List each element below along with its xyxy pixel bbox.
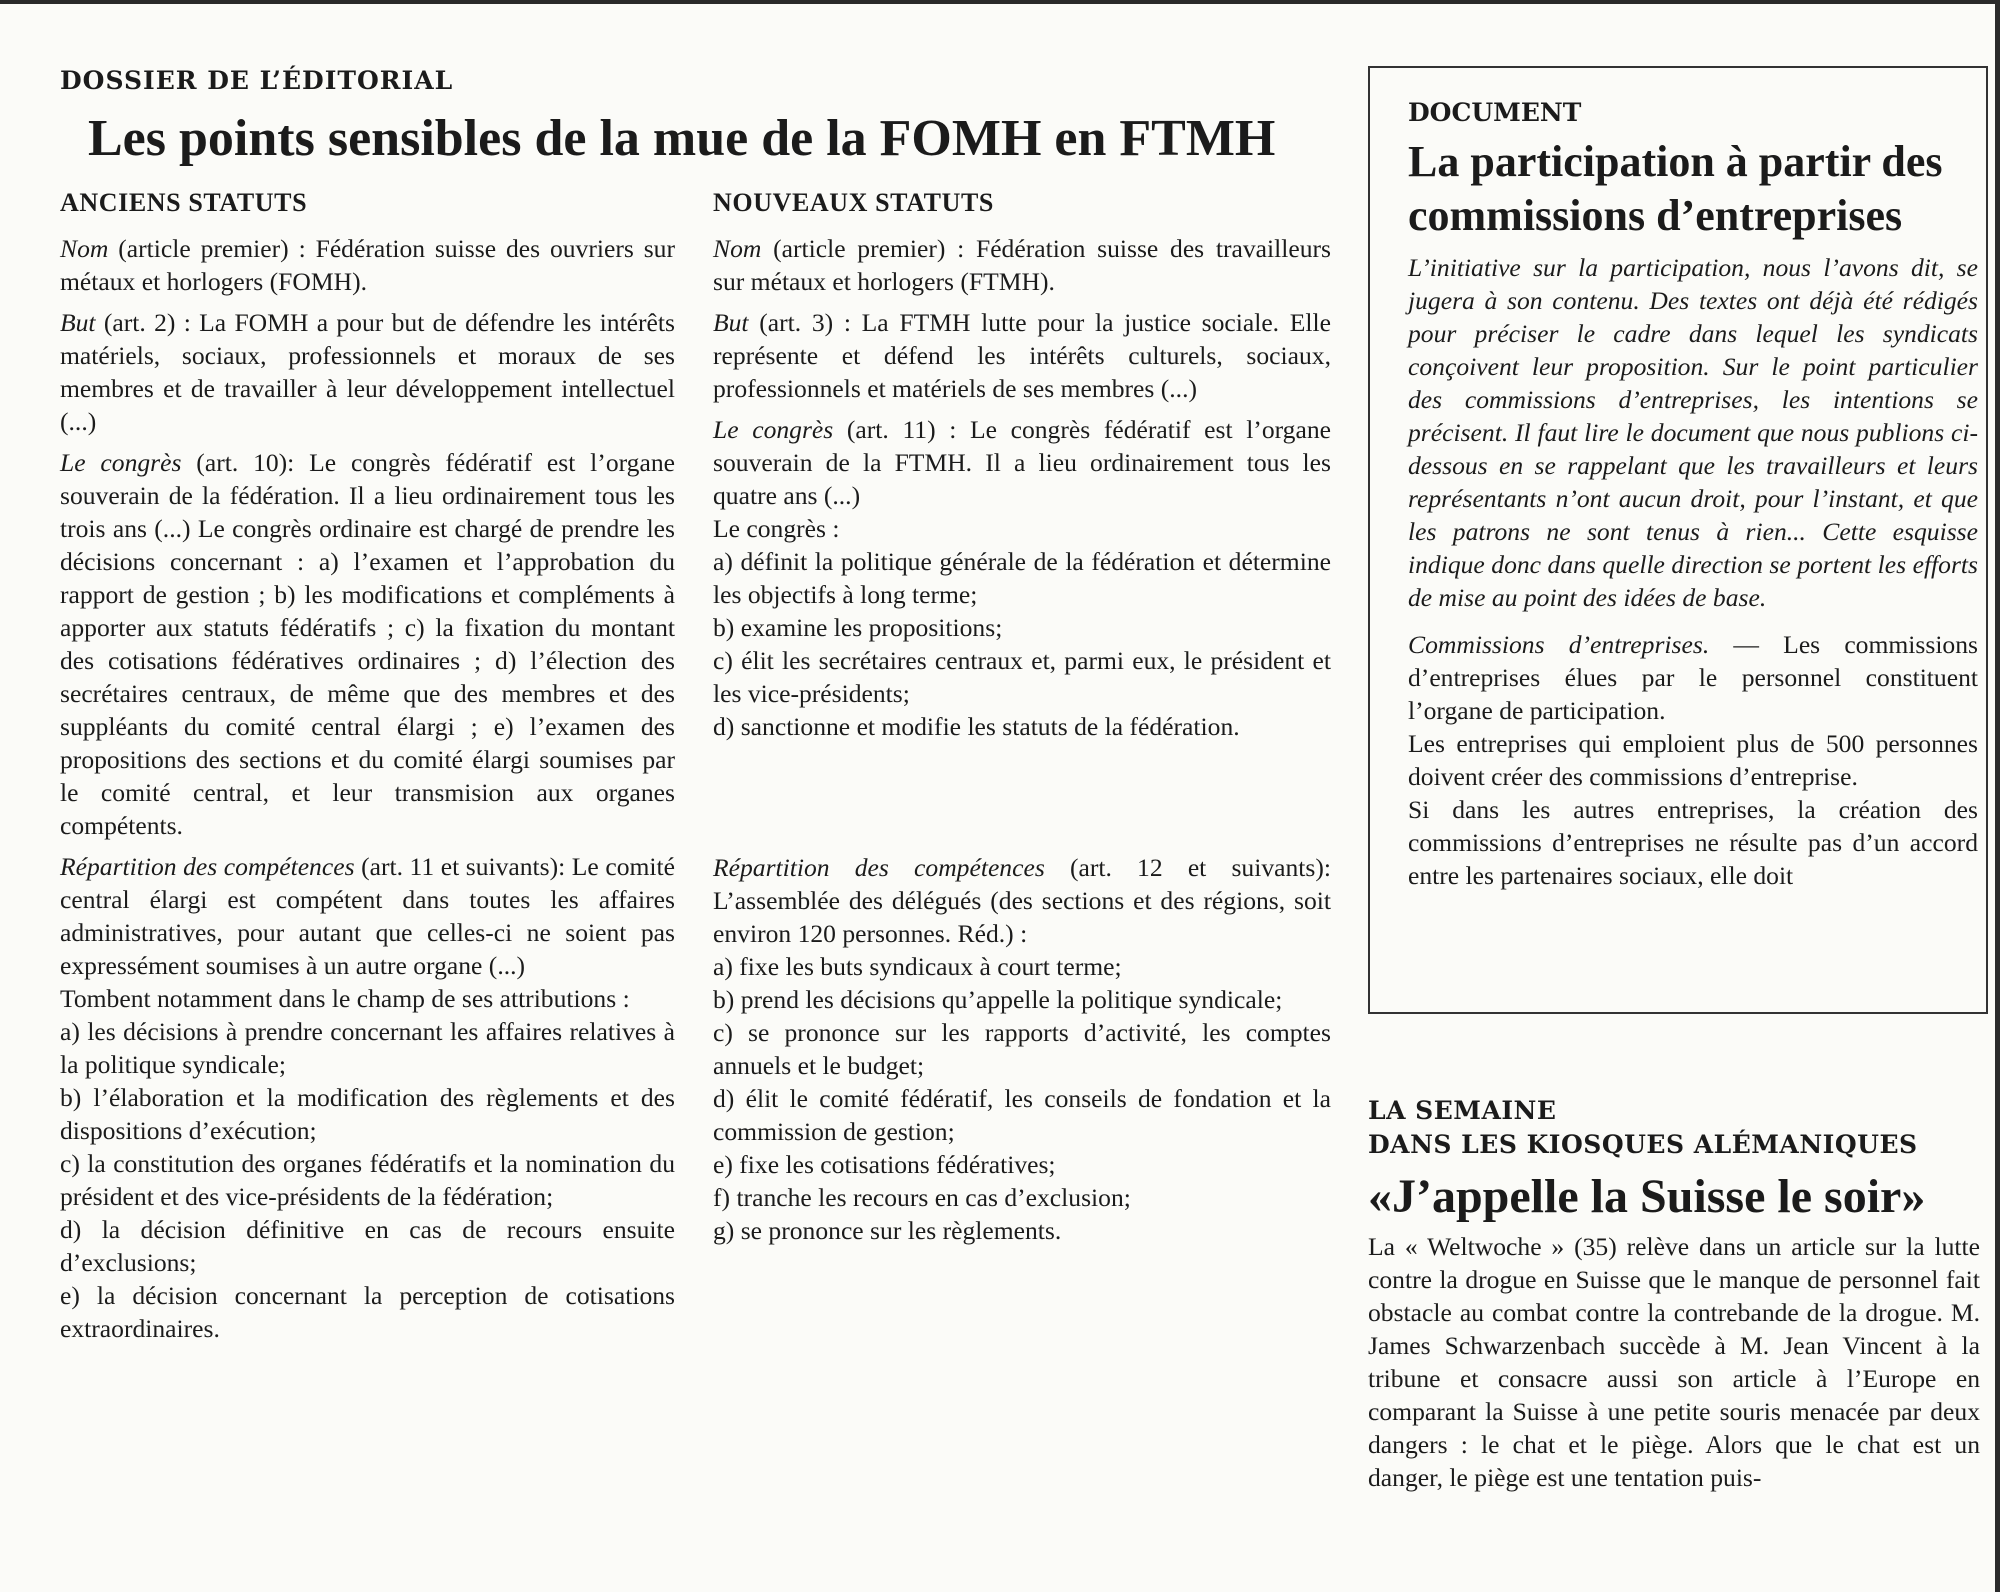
list-item: a) définit la politique générale de la fédération et détermine les objectifs à long terme; (713, 547, 1331, 609)
column-nouveaux-statuts (713, 186, 1331, 1247)
label-but: But (713, 308, 749, 337)
page-edge (1995, 0, 2000, 1592)
label-nom: Nom (60, 234, 109, 263)
document-title-line: commissions d’entreprises (1408, 191, 1903, 240)
paragraph-but (713, 306, 1331, 405)
document-content (1408, 98, 1978, 892)
semaine-article (1368, 1094, 1980, 1494)
text-attributions: Tombent notamment dans le champ de ses attributions : (60, 984, 630, 1013)
text-commissions: — Les commissions d’entreprises élues par le personnel constituent l’organe de participation. (1408, 630, 1978, 725)
label-nom: Nom (713, 234, 762, 263)
text-but: (art. 3) : La FTMH lutte pour la justice sociale. Elle représente et défend les intérêts culturels, sociaux, professionnels et matériels de ses membres (...) (713, 308, 1331, 403)
list-item: b) examine les propositions; (713, 613, 1003, 642)
list-item: e) fixe les cotisations fédératives; (713, 1150, 1056, 1179)
text-repartition: (art. 11 et suivants): Le comité central élargi est compétent dans toutes les affaires administratives, pour autant que celles-ci ne soient pas expressément soumises à un autre organe (...) (60, 852, 675, 980)
list-item: d) élit le comité fédératif, les conseils de fondation et la commission de gestion; (713, 1084, 1331, 1146)
article-title: Les points sensibles de la mue de la FOMH en FTMH (88, 110, 1276, 167)
label-repartition: Répartition des compétences (60, 852, 355, 881)
paragraph-repartition (713, 851, 1331, 950)
column-heading: ANCIENS STATUTS (60, 188, 308, 217)
list-item: d) la décision définitive en cas de recours ensuite d’exclusions; (60, 1215, 675, 1277)
text-congres: (art. 10): Le congrès fédératif est l’organe souverain de la fédération. Il a lieu ordinairement tous les trois ans (...) Le congrès ordinaire est chargé de prendre les décisions concernant : a) l’examen et l’approbation du rapport de gestion ; b) les modifications et compléments à apporter aux statuts fédératifs ; c) la fixation du montant des cotisations fédératives ordinaires ; d) l’élection des secrétaires centraux, de même que des membres et des suppléants du comité central élargi ; e) l’examen des propositions des sections et du comité élargi soumises par le comité central, et leur transmision aux organes compétents. (60, 448, 675, 840)
text-repartition: (art. 12 et suivants): L’assemblée des délégués (des sections et des régions, soit environ 120 personnes. Réd.) : (713, 853, 1331, 948)
semaine-body: La « Weltwoche » (35) relève dans un article sur la lutte contre la drogue en Suisse que le manque de personnel fait obstacle au combat contre la contrebande de la drogue. M. James Schwarzenbach succède à M. Jean Vincent à la tribune et consacre aussi son article à l’Europe en comparant la Suisse à une petite souris menacée par deux dangers : le chat et le piège. Alors que le chat est un danger, le piège est une tentation puis- (1368, 1232, 1980, 1492)
section-kicker: DOSSIER DE L’ÉDITORIAL (60, 66, 454, 95)
list-item: c) élit les secrétaires centraux et, parmi eux, le président et les vice-présidents; (713, 646, 1331, 708)
column-heading: NOUVEAUX STATUTS (713, 188, 994, 217)
document-kicker: DOCUMENT (1408, 98, 1582, 127)
label-but: But (60, 308, 96, 337)
list-item: d) sanctionne et modifie les statuts de la fédération. (713, 712, 1240, 741)
list-item: c) se prononce sur les rapports d’activité, les comptes annuels et le budget; (713, 1018, 1331, 1080)
column-spacer (713, 743, 1331, 851)
list-item: a) les décisions à prendre concernant les affaires relatives à la politique syndicale; (60, 1017, 675, 1079)
list-item: b) l’élaboration et la modification des règlements et des dispositions d’exécution; (60, 1083, 675, 1145)
list-item: b) prend les décisions qu’appelle la politique syndicale; (713, 985, 1283, 1014)
label-congres: Le congrès (713, 415, 834, 444)
text-congres: (art. 11) : Le congrès fédératif est l’organe souverain de la FTMH. Il a lieu ordinairement tous les quatre ans (...) (713, 415, 1331, 510)
semaine-kicker (1368, 1094, 1980, 1162)
list-item: g) se prononce sur les règlements. (713, 1216, 1062, 1245)
document-title-line: La participation à partir des (1408, 137, 1943, 186)
document-paragraph: Si dans les autres entreprises, la création des commissions d’entreprises ne résulte pas d’un accord entre les partenaires sociaux, elle doit (1408, 795, 1978, 890)
list-item: a) fixe les buts syndicaux à court terme; (713, 952, 1122, 981)
document-paragraph: Les entreprises qui emploient plus de 500 personnes doivent créer des commissions d’entreprise. (1408, 729, 1978, 791)
paragraph-congres (713, 413, 1331, 512)
column-anciens-statuts (60, 186, 675, 1345)
paragraph-nom (60, 232, 675, 298)
document-intro: L’initiative sur la participation, nous l’avons dit, se jugera à son contenu. Des textes ont déjà été rédigés pour préciser le cadre dans lequel les syndicats conçoivent leur proposition. Sur le point particulier des commissions d’entreprises, les intentions se précisent. Il faut lire le document que nous publions ci-dessous en se rappelant que les travailleurs et leurs représentants n’ont aucun droit, pour l’instant, et que les patrons ne sont tenus à rien... Cette esquisse indique donc dans quelle direction se portent les efforts de mise au point des idées de base. (1408, 253, 1978, 612)
list-item: e) la décision concernant la perception de cotisations extraordinaires. (60, 1281, 675, 1343)
document-body (1408, 628, 1978, 892)
semaine-kicker-line: DANS LES KIOSQUES ALÉMANIQUES (1368, 1130, 1918, 1159)
label-commissions: Commissions d’entreprises. (1408, 630, 1710, 659)
semaine-kicker-line: LA SEMAINE (1368, 1096, 1557, 1125)
paragraph-congres (60, 446, 675, 842)
text-but: (art. 2) : La FOMH a pour but de défendre les intérêts matériels, sociaux, professionnels et moraux de ses membres et de travailler à leur développement intellectuel (...) (60, 308, 675, 436)
list-item: c) la constitution des organes fédératifs et la nomination du président et des vice-présidents de la fédération; (60, 1149, 675, 1211)
document-paragraph (1408, 628, 1978, 727)
text-nom: (article premier) : Fédération suisse des travailleurs sur métaux et horlogers (FTMH). (713, 234, 1331, 296)
top-rule (0, 0, 2000, 4)
text-congres-intro: Le congrès : (713, 514, 840, 543)
label-repartition: Répartition des compétences (713, 853, 1045, 882)
list-item: f) tranche les recours en cas d’exclusion; (713, 1183, 1131, 1212)
paragraph-repartition (60, 850, 675, 982)
semaine-title: «J’appelle la Suisse le soir» (1368, 1170, 1926, 1223)
paragraph-but (60, 306, 675, 438)
document-box (1368, 66, 1988, 1014)
label-congres: Le congrès (60, 448, 182, 477)
paragraph-nom (713, 232, 1331, 298)
document-title (1408, 135, 1978, 243)
text-nom: (article premier) : Fédération suisse des ouvriers sur métaux et horlogers (FOMH). (60, 234, 675, 296)
